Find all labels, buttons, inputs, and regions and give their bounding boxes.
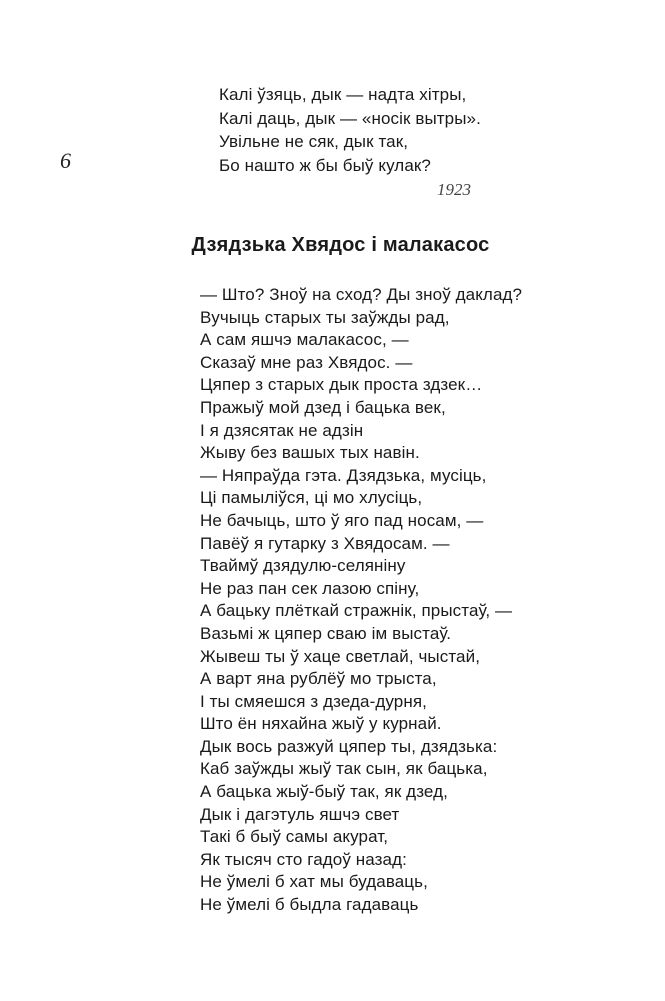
verse-line: Вучыць старых ты заўжды рад, bbox=[200, 307, 450, 327]
verse-line: А варт яна рублёў мо трыста, bbox=[200, 669, 437, 689]
verse-line: Дык і дагэтуль яшчэ свет bbox=[200, 804, 400, 824]
verse-line: Пражыў мой дзед і бацька век, bbox=[200, 397, 446, 417]
verse-line: Бо нашто ж бы быў кулак? bbox=[219, 155, 431, 175]
verse-line: Жыву без вашых тых навін. bbox=[200, 443, 420, 463]
poem-date: 1923 bbox=[437, 180, 471, 199]
verse-line: А бацька жыў-быў так, як дзед, bbox=[200, 782, 448, 802]
verse-line: Каб заўжды жыў так сын, як бацька, bbox=[200, 759, 488, 779]
stanza-previous-poem bbox=[219, 83, 481, 177]
verse-line: Тваймў дзядулю-селяніну bbox=[200, 556, 406, 576]
verse-line: Што ён няхайна жыў у курнай. bbox=[200, 714, 442, 734]
verse-line: Калі даць, дык — «носік вытры». bbox=[219, 108, 481, 128]
verse-line: — Што? Зноў на сход? Ды зноў даклад? bbox=[200, 285, 523, 304]
verse-line: І я дзясятак не адзін bbox=[200, 420, 364, 440]
verse-line: Калі ўзяць, дык — надта хітры, bbox=[219, 85, 467, 104]
verse-line: Дык вось разжуй цяпер ты, дзядзька: bbox=[200, 736, 498, 756]
verse-line: Такі б быў самы акурат, bbox=[200, 827, 389, 847]
page-number: 6 bbox=[60, 148, 71, 173]
verse-line: — Няпраўда гэта. Дзядзька, мусіць, bbox=[200, 465, 487, 485]
verse-line: А сам яшчэ малакасос, — bbox=[200, 330, 409, 350]
verse-line: Павёў я гутарку з Хвядосам. — bbox=[200, 533, 450, 553]
verse-line: І ты смяешся з дзеда-дурня, bbox=[200, 691, 427, 711]
verse-line: Сказаў мне раз Хвядос. — bbox=[200, 352, 413, 372]
verse-line: Не бачыць, што ў яго пад носам, — bbox=[200, 510, 484, 530]
verse-line: Ці памыліўся, ці мо хлусіць, bbox=[200, 488, 423, 508]
verse-line: Не ўмелі б хат мы будаваць, bbox=[200, 872, 428, 892]
verse-line: Цяпер з старых дык проста здзек… bbox=[200, 375, 483, 395]
poem-title: Дзядзька Хвядос і малакасос bbox=[191, 234, 490, 256]
verse-line: Жывеш ты ў хаце светлай, чыстай, bbox=[200, 646, 481, 666]
verse-line: А бацьку плёткай стражнік, прыстаў, — bbox=[200, 601, 513, 621]
verse-line: Не раз пан сек лазою спіну, bbox=[200, 578, 420, 598]
verse-line: Як тысяч сто гадоў назад: bbox=[200, 849, 407, 869]
verse-line: Увільне не сяк, дык так, bbox=[219, 132, 409, 151]
verse-line: Вазьмі ж цяпер сваю ім выстаў. bbox=[200, 623, 452, 643]
verse-line: Не ўмелі б быдла гадаваць bbox=[200, 895, 419, 915]
poem-body bbox=[200, 284, 522, 917]
